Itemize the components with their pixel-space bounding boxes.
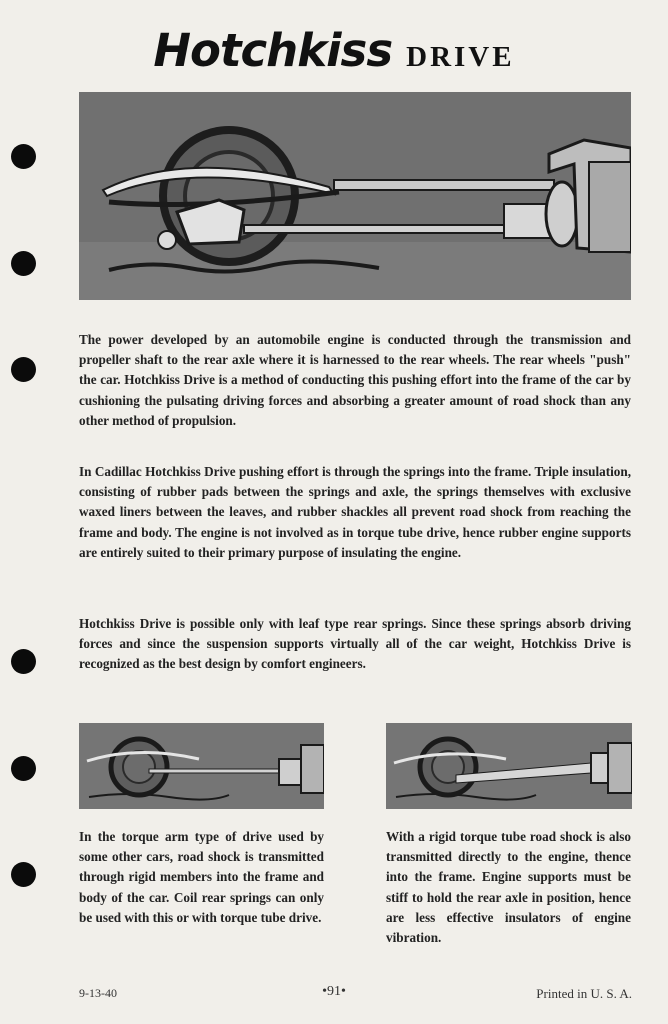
binder-hole-4 <box>11 649 36 674</box>
caption-torque-tube: With a rigid torque tube road shock is also transmitted directly to the engine, thence into the frame. Engine supports must be stiff to hold the rear axle in position, hence are less effective insulators of engine vibration. <box>386 829 631 946</box>
main-illustration <box>79 92 631 300</box>
article-body <box>79 330 631 431</box>
article-body-2 <box>79 462 631 563</box>
torque-arm-illustration <box>79 723 324 809</box>
paragraph-3: Hotchkiss Drive is possible only with leaf type rear springs. Since these springs absorb driving forces and since the suspension supports virtually all of the car weight, Hotchkiss Drive is recognized as the best design by comfort engineers. <box>79 616 631 672</box>
torque-tube-diagram <box>386 723 632 809</box>
footer-page-number: •91• <box>322 984 346 999</box>
caption-torque-arm: In the torque arm type of drive used by some other cars, road shock is transmitted through rigid members into the frame and body of the car. Coil rear springs can only be used with this or with torque tube drive. <box>79 829 324 925</box>
article-body-3 <box>79 614 631 675</box>
footer-printed: Printed in U. S. A. <box>536 986 632 1001</box>
paragraph-1: The power developed by an automobile engine is conducted through the transmission and propeller shaft to the rear axle where it is harnessed to the rear wheels. The rear wheels "push" the car. Hotchkiss Drive is a method of conducting this pushing effort into the frame of the car by cushioning the pulsating driving forces and absorbing a greater amount of road shock than any other method of propulsion. <box>79 332 631 428</box>
binder-hole-6 <box>11 862 36 887</box>
title-block: DRIVE <box>406 41 515 73</box>
binder-hole-1 <box>11 144 36 169</box>
torque-arm-diagram <box>79 723 324 809</box>
binder-hole-5 <box>11 756 36 781</box>
rear-axle-hotchkiss-diagram <box>79 92 631 300</box>
footer-date: 9-13-40 <box>79 986 117 1000</box>
title-script: Hotchkiss <box>153 24 393 77</box>
page-title <box>0 24 668 77</box>
binder-hole-2 <box>11 251 36 276</box>
torque-tube-illustration <box>386 723 632 809</box>
binder-hole-3 <box>11 357 36 382</box>
paragraph-2: In Cadillac Hotchkiss Drive pushing effort is through the springs into the frame. Triple insulation, consisting of rubber pads between the springs and axle, the springs themselves with exclusive waxed liners between the leaves, and rubber shackles all prevent road shock from reaching the frame and body. The engine is not involved as in torque tube drive, hence rubber engine supports are entirely suited to their primary purpose of insulating the engine. <box>79 464 631 560</box>
